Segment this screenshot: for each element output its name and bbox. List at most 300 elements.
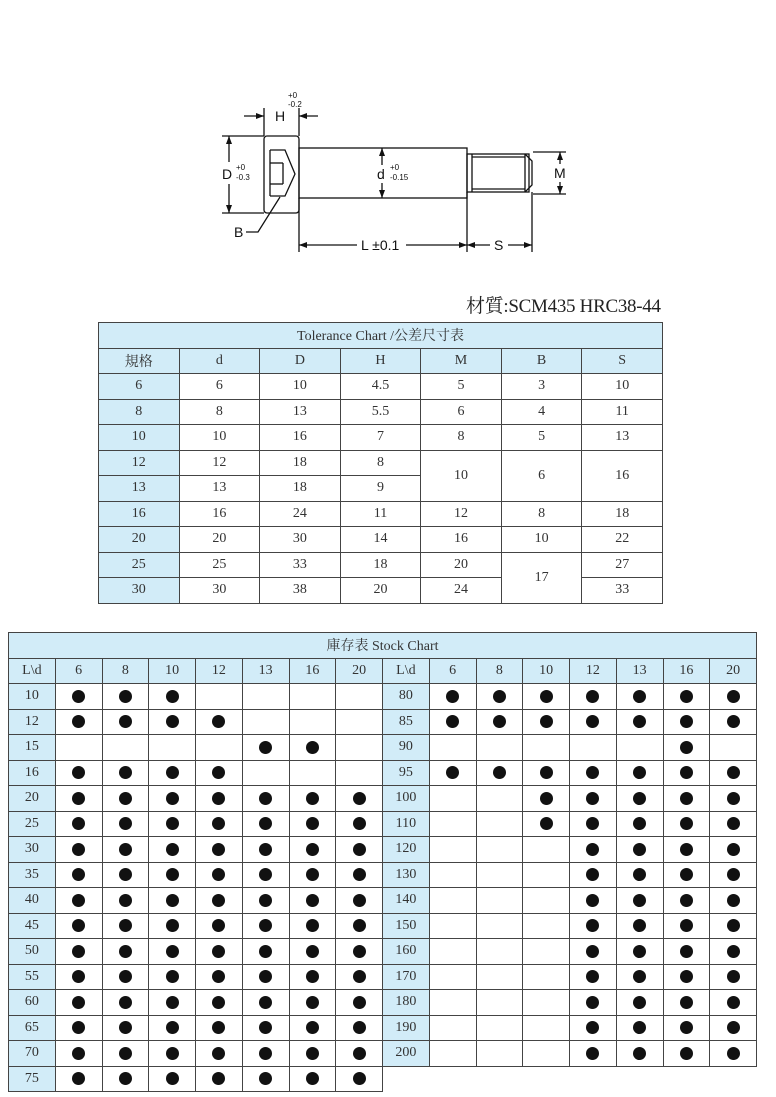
stock-cell <box>55 913 102 939</box>
stock-cell <box>196 1066 243 1092</box>
stock-cell <box>710 939 757 965</box>
stock-cell <box>336 1041 383 1067</box>
stock-cell <box>55 811 102 837</box>
stock-cell <box>523 964 570 990</box>
in-stock-dot-icon <box>586 919 599 932</box>
stock-row <box>9 964 757 990</box>
in-stock-dot-icon <box>212 868 225 881</box>
stock-cell <box>710 1041 757 1067</box>
in-stock-dot-icon <box>72 945 85 958</box>
in-stock-dot-icon <box>166 817 179 830</box>
tolerance-cell: 11 <box>582 399 663 425</box>
empty-cell <box>710 1066 757 1092</box>
in-stock-dot-icon <box>166 970 179 983</box>
tolerance-cell: 16 <box>179 501 260 527</box>
stock-d-header: 13 <box>616 658 663 684</box>
in-stock-dot-icon <box>633 690 646 703</box>
stock-cell <box>55 939 102 965</box>
stock-cell <box>102 862 149 888</box>
in-stock-dot-icon <box>727 894 740 907</box>
in-stock-dot-icon <box>540 715 553 728</box>
tolerance-cell: 10 <box>260 374 341 400</box>
in-stock-dot-icon <box>680 945 693 958</box>
stock-cell <box>523 1015 570 1041</box>
stock-cell <box>570 786 617 812</box>
in-stock-dot-icon <box>306 894 319 907</box>
stock-cell <box>102 1041 149 1067</box>
stock-length-cell: 200 <box>383 1041 430 1067</box>
tolerance-cell: 20 <box>340 578 421 604</box>
stock-cell <box>196 939 243 965</box>
in-stock-dot-icon <box>259 1047 272 1060</box>
in-stock-dot-icon <box>680 894 693 907</box>
in-stock-dot-icon <box>166 1072 179 1085</box>
in-stock-dot-icon <box>259 843 272 856</box>
in-stock-dot-icon <box>353 1072 366 1085</box>
stock-chart <box>8 632 757 1092</box>
stock-length-cell: 85 <box>383 709 430 735</box>
stock-row <box>9 1066 757 1092</box>
stock-cell <box>289 1041 336 1067</box>
tolerance-cell: 30 <box>260 527 341 553</box>
stock-cell <box>570 735 617 761</box>
tolerance-cell: 6 <box>421 399 502 425</box>
stock-cell <box>663 786 710 812</box>
in-stock-dot-icon <box>493 766 506 779</box>
stock-cell <box>242 786 289 812</box>
stock-cell <box>429 760 476 786</box>
stock-cell <box>336 709 383 735</box>
in-stock-dot-icon <box>353 996 366 1009</box>
stock-row <box>9 913 757 939</box>
stock-cell <box>476 888 523 914</box>
stock-cell <box>149 837 196 863</box>
stock-length-cell: 150 <box>383 913 430 939</box>
label-h-tol-plus: +0 <box>288 91 298 100</box>
stock-cell <box>336 1015 383 1041</box>
stock-cell <box>55 684 102 710</box>
in-stock-dot-icon <box>306 945 319 958</box>
stock-cell <box>429 862 476 888</box>
stock-cell <box>196 862 243 888</box>
stock-length-cell: 75 <box>9 1066 56 1092</box>
tolerance-cell: 17 <box>501 552 582 603</box>
in-stock-dot-icon <box>586 1021 599 1034</box>
tolerance-cell: 16 <box>582 450 663 501</box>
tolerance-cell: 18 <box>340 552 421 578</box>
in-stock-dot-icon <box>727 766 740 779</box>
in-stock-dot-icon <box>212 919 225 932</box>
stock-cell <box>663 811 710 837</box>
in-stock-dot-icon <box>633 1021 646 1034</box>
stock-cell <box>55 786 102 812</box>
stock-cell <box>55 862 102 888</box>
stock-d-header: 12 <box>570 658 617 684</box>
stock-cell <box>476 990 523 1016</box>
in-stock-dot-icon <box>259 996 272 1009</box>
in-stock-dot-icon <box>306 868 319 881</box>
stock-cell <box>616 888 663 914</box>
stock-cell <box>616 811 663 837</box>
stock-cell <box>476 1041 523 1067</box>
stock-cell <box>710 786 757 812</box>
in-stock-dot-icon <box>306 1047 319 1060</box>
stock-cell <box>710 1015 757 1041</box>
stock-cell <box>102 913 149 939</box>
stock-cell <box>336 913 383 939</box>
stock-cell <box>242 709 289 735</box>
stock-cell <box>149 786 196 812</box>
in-stock-dot-icon <box>119 996 132 1009</box>
stock-cell <box>196 760 243 786</box>
stock-cell <box>242 888 289 914</box>
in-stock-dot-icon <box>166 1047 179 1060</box>
stock-cell <box>663 888 710 914</box>
tolerance-cell: 10 <box>501 527 582 553</box>
in-stock-dot-icon <box>680 996 693 1009</box>
tolerance-cell: 13 <box>260 399 341 425</box>
size-cell: 20 <box>99 527 180 553</box>
in-stock-dot-icon <box>72 970 85 983</box>
stock-cell <box>102 1066 149 1092</box>
in-stock-dot-icon <box>119 970 132 983</box>
in-stock-dot-icon <box>166 715 179 728</box>
stock-cell <box>289 990 336 1016</box>
tolerance-cell: 12 <box>421 501 502 527</box>
stock-cell <box>336 735 383 761</box>
stock-row <box>9 888 757 914</box>
size-cell: 16 <box>99 501 180 527</box>
in-stock-dot-icon <box>259 741 272 754</box>
stock-row <box>9 1015 757 1041</box>
stock-row <box>9 811 757 837</box>
stock-cell <box>476 709 523 735</box>
in-stock-dot-icon <box>166 843 179 856</box>
in-stock-dot-icon <box>353 817 366 830</box>
in-stock-dot-icon <box>212 715 225 728</box>
stock-cell <box>196 709 243 735</box>
stock-cell <box>149 990 196 1016</box>
tolerance-cell: 13 <box>179 476 260 502</box>
in-stock-dot-icon <box>259 919 272 932</box>
stock-chart-title: 庫存表 Stock Chart <box>9 633 757 659</box>
stock-cell <box>242 990 289 1016</box>
stock-cell <box>570 1015 617 1041</box>
size-cell: 13 <box>99 476 180 502</box>
stock-cell <box>429 735 476 761</box>
stock-cell <box>149 684 196 710</box>
stock-cell <box>616 760 663 786</box>
stock-length-cell: 35 <box>9 862 56 888</box>
stock-length-cell: 95 <box>383 760 430 786</box>
tolerance-cell: 22 <box>582 527 663 553</box>
stock-row <box>9 760 757 786</box>
in-stock-dot-icon <box>259 970 272 983</box>
tolerance-cell: 20 <box>421 552 502 578</box>
in-stock-dot-icon <box>212 945 225 958</box>
stock-row <box>9 1041 757 1067</box>
stock-cell <box>336 760 383 786</box>
stock-cell <box>289 709 336 735</box>
stock-cell <box>523 735 570 761</box>
stock-cell <box>523 837 570 863</box>
tolerance-cell: 3 <box>501 374 582 400</box>
stock-row <box>9 684 757 710</box>
stock-cell <box>242 913 289 939</box>
stock-cell <box>196 786 243 812</box>
in-stock-dot-icon <box>586 996 599 1009</box>
stock-d-header: 8 <box>476 658 523 684</box>
in-stock-dot-icon <box>353 919 366 932</box>
in-stock-dot-icon <box>586 843 599 856</box>
in-stock-dot-icon <box>259 945 272 958</box>
tolerance-cell: 18 <box>260 476 341 502</box>
stock-row <box>9 837 757 863</box>
stock-cell <box>616 684 663 710</box>
stock-cell <box>570 964 617 990</box>
in-stock-dot-icon <box>493 690 506 703</box>
stock-cell <box>336 990 383 1016</box>
stock-length-cell: 25 <box>9 811 56 837</box>
stock-length-cell: 55 <box>9 964 56 990</box>
stock-cell <box>289 1066 336 1092</box>
stock-cell <box>570 913 617 939</box>
in-stock-dot-icon <box>306 996 319 1009</box>
in-stock-dot-icon <box>633 766 646 779</box>
label-h: H <box>275 108 286 124</box>
stock-d-header: 6 <box>429 658 476 684</box>
stock-cell <box>616 990 663 1016</box>
stock-length-cell: 16 <box>9 760 56 786</box>
stock-length-cell: 160 <box>383 939 430 965</box>
stock-length-cell: 90 <box>383 735 430 761</box>
stock-cell <box>336 939 383 965</box>
stock-length-cell: 130 <box>383 862 430 888</box>
tolerance-cell: 33 <box>582 578 663 604</box>
stock-cell <box>616 1015 663 1041</box>
stock-cell <box>102 811 149 837</box>
stock-cell <box>616 735 663 761</box>
stock-cell <box>149 709 196 735</box>
tolerance-cell: 13 <box>582 425 663 451</box>
stock-cell <box>429 888 476 914</box>
tolerance-row <box>99 527 663 553</box>
stock-cell <box>289 760 336 786</box>
stock-cell <box>523 939 570 965</box>
in-stock-dot-icon <box>680 817 693 830</box>
stock-cell <box>336 684 383 710</box>
stock-cell <box>476 735 523 761</box>
in-stock-dot-icon <box>680 741 693 754</box>
bolt-thread <box>467 154 529 192</box>
in-stock-dot-icon <box>353 1047 366 1060</box>
in-stock-dot-icon <box>306 741 319 754</box>
in-stock-dot-icon <box>166 690 179 703</box>
stock-cell <box>149 913 196 939</box>
stock-cell <box>570 760 617 786</box>
tolerance-cell: 8 <box>421 425 502 451</box>
stock-cell <box>616 1041 663 1067</box>
in-stock-dot-icon <box>446 690 459 703</box>
in-stock-dot-icon <box>259 868 272 881</box>
tolerance-cell: 14 <box>340 527 421 553</box>
stock-cell <box>476 939 523 965</box>
bolt-head <box>264 136 299 213</box>
stock-cell <box>476 862 523 888</box>
stock-cell <box>476 1015 523 1041</box>
stock-cell <box>663 760 710 786</box>
stock-cell <box>523 990 570 1016</box>
label-d-small-tol-plus: +0 <box>390 163 400 172</box>
stock-length-cell: 50 <box>9 939 56 965</box>
tolerance-cell: 4.5 <box>340 374 421 400</box>
stock-cell <box>196 888 243 914</box>
stock-cell <box>55 888 102 914</box>
in-stock-dot-icon <box>119 766 132 779</box>
stock-cell <box>476 964 523 990</box>
in-stock-dot-icon <box>119 1021 132 1034</box>
size-cell: 25 <box>99 552 180 578</box>
in-stock-dot-icon <box>633 868 646 881</box>
in-stock-dot-icon <box>446 766 459 779</box>
stock-cell <box>336 811 383 837</box>
empty-cell <box>476 1066 523 1092</box>
in-stock-dot-icon <box>586 792 599 805</box>
stock-cell <box>242 964 289 990</box>
in-stock-dot-icon <box>633 945 646 958</box>
stock-cell <box>196 684 243 710</box>
stock-cell <box>523 888 570 914</box>
stock-cell <box>102 837 149 863</box>
stock-cell <box>476 786 523 812</box>
stock-length-cell: 120 <box>383 837 430 863</box>
stock-cell <box>102 888 149 914</box>
in-stock-dot-icon <box>586 868 599 881</box>
in-stock-dot-icon <box>119 1072 132 1085</box>
stock-cell <box>523 760 570 786</box>
stock-row <box>9 990 757 1016</box>
stock-row <box>9 939 757 965</box>
stock-cell <box>242 735 289 761</box>
tolerance-cell: 4 <box>501 399 582 425</box>
stock-cell <box>710 913 757 939</box>
stock-cell <box>196 990 243 1016</box>
stock-cell <box>710 735 757 761</box>
stock-cell <box>710 709 757 735</box>
tolerance-row <box>99 501 663 527</box>
in-stock-dot-icon <box>586 690 599 703</box>
tolerance-cell: 10 <box>582 374 663 400</box>
in-stock-dot-icon <box>119 843 132 856</box>
stock-length-cell: 45 <box>9 913 56 939</box>
in-stock-dot-icon <box>212 817 225 830</box>
stock-cell <box>523 811 570 837</box>
in-stock-dot-icon <box>306 792 319 805</box>
tolerance-cell: 8 <box>340 450 421 476</box>
stock-cell <box>289 684 336 710</box>
in-stock-dot-icon <box>680 715 693 728</box>
in-stock-dot-icon <box>212 843 225 856</box>
size-cell: 10 <box>99 425 180 451</box>
stock-cell <box>289 811 336 837</box>
in-stock-dot-icon <box>633 715 646 728</box>
in-stock-dot-icon <box>633 1047 646 1060</box>
in-stock-dot-icon <box>259 1072 272 1085</box>
header-cell: d <box>179 348 260 374</box>
stock-cell <box>570 684 617 710</box>
shoulder-bolt-drawing <box>0 0 776 270</box>
stock-cell <box>663 964 710 990</box>
stock-cell <box>149 888 196 914</box>
stock-cell <box>570 1041 617 1067</box>
stock-cell <box>289 735 336 761</box>
tolerance-cell: 38 <box>260 578 341 604</box>
stock-cell <box>149 1066 196 1092</box>
stock-length-cell: 30 <box>9 837 56 863</box>
stock-cell <box>102 684 149 710</box>
stock-cell <box>242 760 289 786</box>
in-stock-dot-icon <box>72 817 85 830</box>
label-d-big-tol-plus: +0 <box>236 163 246 172</box>
stock-cell <box>710 837 757 863</box>
in-stock-dot-icon <box>680 970 693 983</box>
stock-cell <box>336 964 383 990</box>
in-stock-dot-icon <box>259 817 272 830</box>
stock-cell <box>663 709 710 735</box>
header-cell: M <box>421 348 502 374</box>
in-stock-dot-icon <box>212 996 225 1009</box>
tolerance-row <box>99 374 663 400</box>
in-stock-dot-icon <box>72 1021 85 1034</box>
stock-cell <box>55 837 102 863</box>
label-d-small: d <box>377 166 385 182</box>
stock-cell <box>570 862 617 888</box>
in-stock-dot-icon <box>166 1021 179 1034</box>
in-stock-dot-icon <box>166 945 179 958</box>
empty-cell <box>616 1066 663 1092</box>
stock-header-row <box>9 658 757 684</box>
stock-row <box>9 735 757 761</box>
stock-cell <box>476 811 523 837</box>
stock-cell <box>523 862 570 888</box>
stock-cell <box>102 735 149 761</box>
in-stock-dot-icon <box>353 1021 366 1034</box>
stock-cell <box>55 964 102 990</box>
stock-row <box>9 862 757 888</box>
stock-cell <box>429 990 476 1016</box>
stock-cell <box>55 1015 102 1041</box>
in-stock-dot-icon <box>259 894 272 907</box>
in-stock-dot-icon <box>353 970 366 983</box>
tolerance-cell: 20 <box>179 527 260 553</box>
tolerance-cell: 30 <box>179 578 260 604</box>
stock-cell <box>55 735 102 761</box>
stock-cell <box>429 1041 476 1067</box>
stock-cell <box>429 786 476 812</box>
in-stock-dot-icon <box>727 1021 740 1034</box>
tolerance-cell: 33 <box>260 552 341 578</box>
in-stock-dot-icon <box>727 996 740 1009</box>
stock-cell <box>710 760 757 786</box>
tolerance-header-row <box>99 348 663 374</box>
empty-cell <box>383 1066 430 1092</box>
tolerance-cell: 5.5 <box>340 399 421 425</box>
in-stock-dot-icon <box>119 919 132 932</box>
in-stock-dot-icon <box>72 1072 85 1085</box>
size-cell: 6 <box>99 374 180 400</box>
stock-cell <box>149 939 196 965</box>
stock-cell <box>663 862 710 888</box>
